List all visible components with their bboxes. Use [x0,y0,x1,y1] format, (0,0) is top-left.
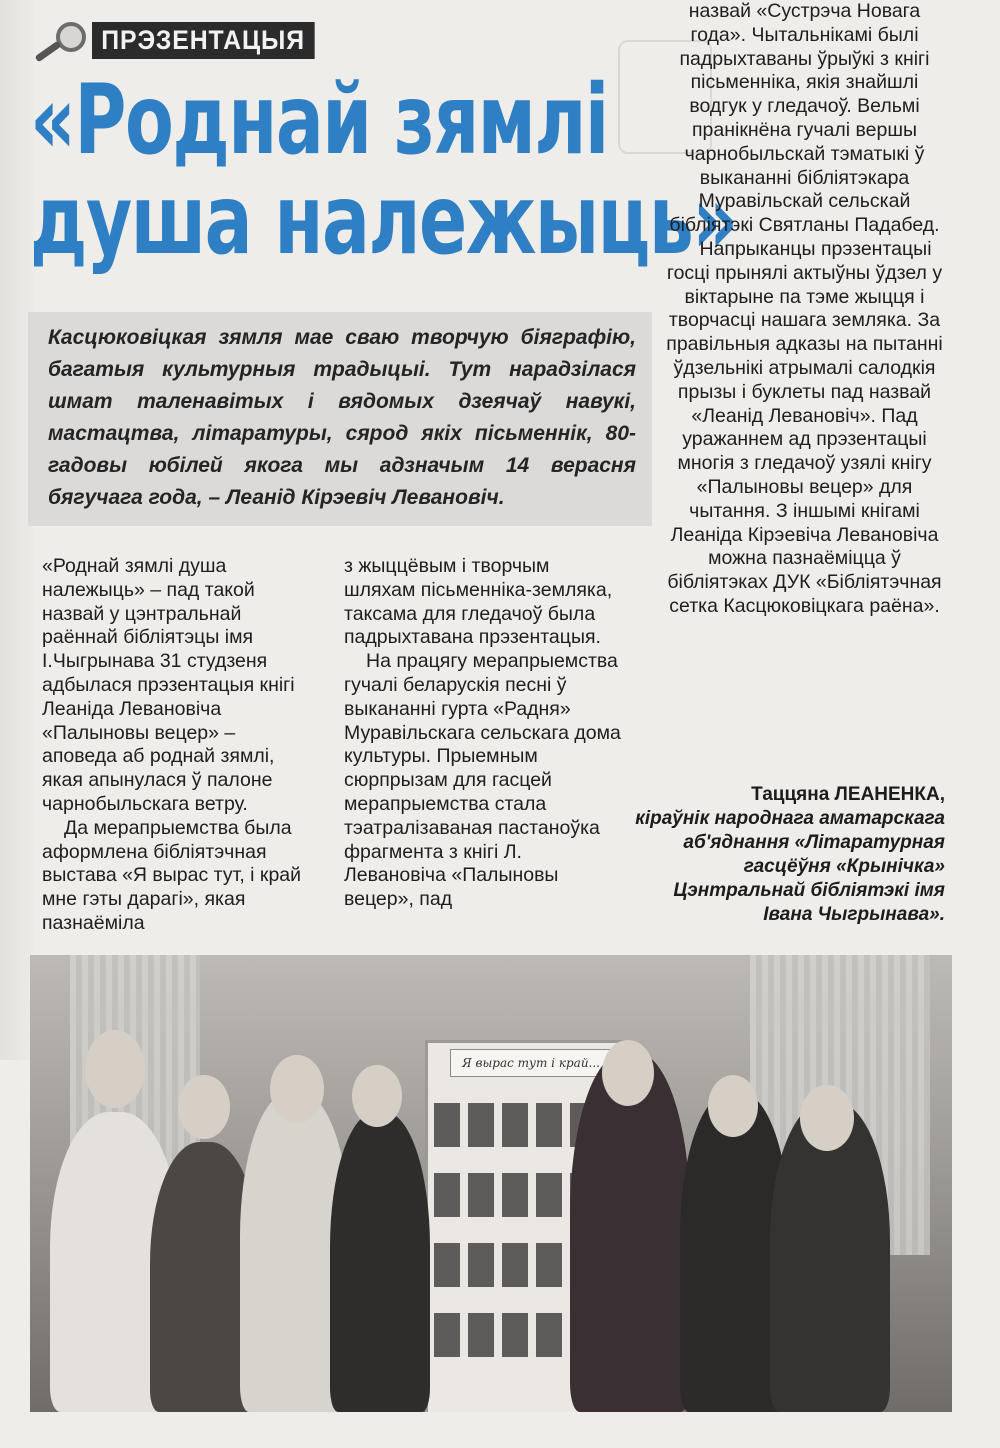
person-head [800,1085,854,1151]
person [570,1052,690,1412]
paragraph: Да мерапрыемства была аформлена бібліятэчная выстава «Я вырас тут, і край мне гэты дарагі», якая пазнаёміла [42,816,302,934]
article-column-1 [42,555,308,936]
paragraph: Напрыканцы прэзентацыі госці прынялі актыўны ўдзел у віктарыне па тэме жыцця і творчасці нашага земляка. За правільныя адказы на пытанні ўдзельнікі атрымалі салодкія прызы і буклеты пад назвай «Леанід Левановіч». Пад уражаннем ад прэзентацыі многія з гледачоў узялі кнігу «Палыновы вецер» для чытання. З іншымі кнігамі Леаніда Кірэевіча Левановіча можна пазнаёміцца ў бібліятэках ДУК «Бібліятэчная сетка Касцюковіцкага раёна». [666,237,943,617]
article-column-2 [344,555,626,912]
person-head [708,1075,758,1137]
author-name: Таццяна ЛЕАНЕНКА, [751,784,945,805]
rubric-header [30,18,334,62]
person-head [270,1055,324,1123]
article-column-3 [662,0,947,619]
article-headline [30,64,737,276]
person-head [602,1040,654,1106]
event-photo [30,955,952,1412]
person [330,1112,430,1412]
person-head [352,1065,402,1127]
headline-line-1: «Роднай зямлі [30,64,608,176]
paragraph: назвай «Сустрэча Новага года». Чытальнікамі былі падрыхтаваны ўрыўкі з кнігі пісьменніка, якія знайшлі водгук у гледачоў. Вельмі пранікнёна гучалі вершы чарнобыльскай тэматыкі ў выкананні бібліятэкара Муравільскай сельскай бібліятэкі Святланы Падабед. [669,0,940,237]
author-role: кіраўнік народнага аматарскага аб'яднання «Літаратурная гасцёўня «Крынічка» Цэнтральнай бібліятэкі імя Івана Чыгрынава». [635,808,945,925]
person-head [85,1030,145,1108]
paragraph: з жыццёвым і творчым шляхам пісьменніка-земляка, таксама для гледачоў была падрыхтавана прэзентацыя. [344,555,613,649]
paragraph: «Роднай зямлі душа належыць» – пад такой назвай у цэнтральнай раённай бібліятэцы імя І.Чыгрынава 31 студзеня адбылася прэзентацыя кнігі Леаніда Левановіча «Палыновы вецер» – аповеда аб роднай зямлі, якая апынулася ў палоне чарнобыльскага ветру. [42,555,295,815]
author-signature [620,783,945,927]
person-head [178,1075,230,1139]
adjacent-page-edge [0,0,34,1060]
rubric-label: ПРЭЗЕНТАЦЫЯ [92,22,314,59]
article-lead: Касцюковіцкая зямля мае сваю творчую біяграфію, багатыя культурныя традыцыі. Тут нарадзілася шмат таленавітых і вядомых дзеячаў навукі, мастацтва, літаратуры, сярод якіх пісьменнік, 80-гадовы юбілей якога мы адзначым 14 верасня бягучага года, – Леанід Кірэевіч Левановіч. [28,312,652,526]
magnifier-icon [30,18,92,62]
headline-line-2: душа належыць» [30,164,737,276]
paragraph: На працягу мерапрыемства гучалі беларускія песні ў выкананні гурта «Радня» Муравільскага сельскага дома культуры. Прыемным сюрпрызам для гасцей мерапрыемства стала тэатралізаваная пастаноўка фрагмента з кнігі Л. Левановіча «Палыновы вецер», пад [344,650,621,911]
exhibition-banner: Я вырас тут і край... [450,1049,612,1077]
